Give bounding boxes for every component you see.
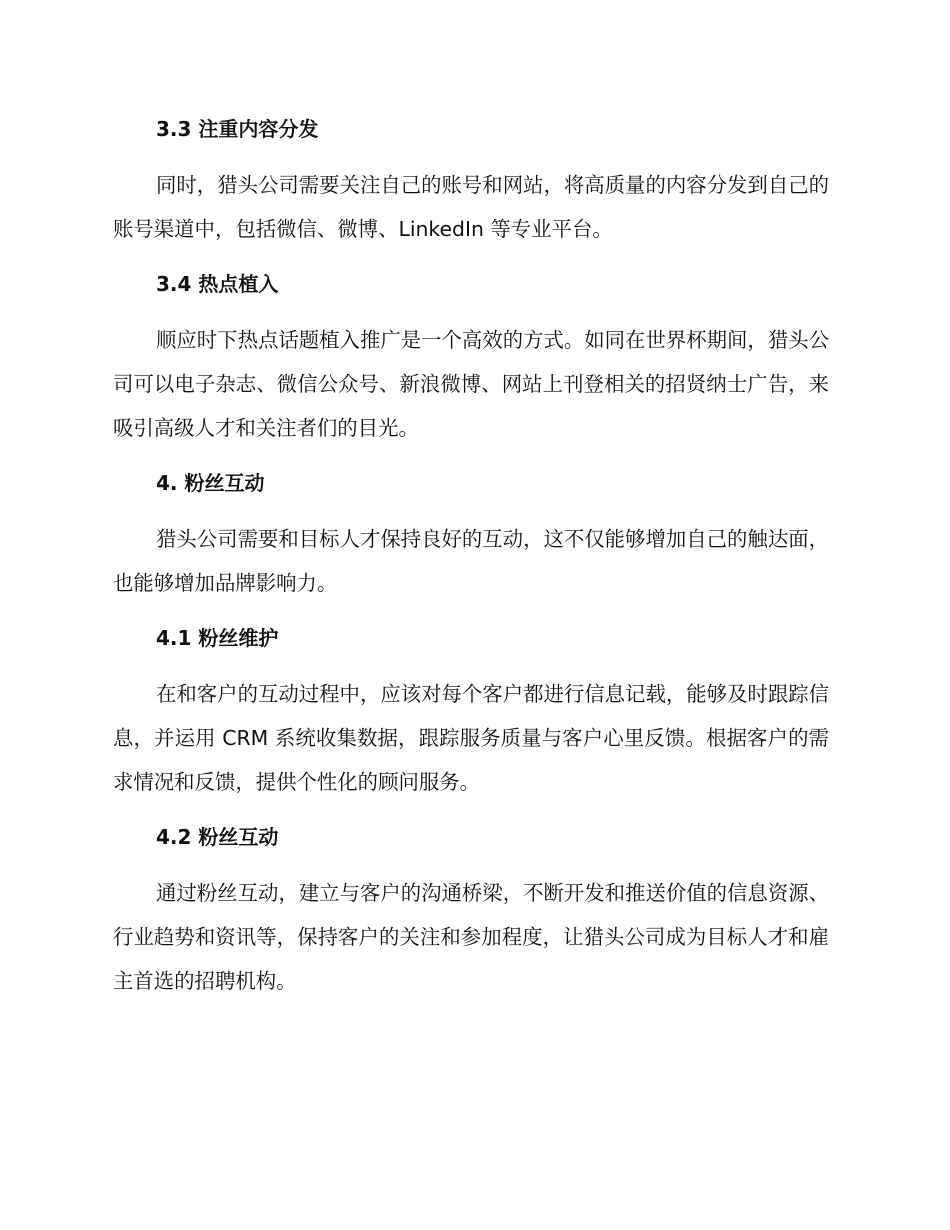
section-heading: 4.2 粉丝互动 xyxy=(156,825,279,849)
section-heading: 3.4 热点植入 xyxy=(156,272,279,296)
section-paragraph: 猎头公司需要和目标人才保持良好的互动，这不仅能够增加自己的触达面，也能够增加品牌影响力。 xyxy=(113,527,829,595)
section-heading: 4.1 粉丝维护 xyxy=(156,626,279,650)
document-content xyxy=(113,111,829,1003)
section-paragraph: 顺应时下热点话题植入推广是一个高效的方式。如同在世界杯期间，猎头公司可以电子杂志、微信公众号、新浪微博、网站上刊登相关的招贤纳士广告，来吸引高级人才和关注者们的目光。 xyxy=(113,328,829,440)
section-heading: 3.3 注重内容分发 xyxy=(156,117,319,141)
section-paragraph: 在和客户的互动过程中，应该对每个客户都进行信息记载，能够及时跟踪信息，并运用 CRM 系统收集数据，跟踪服务质量与客户心里反馈。根据客户的需求情况和反馈，提供个性化的顾问服务。 xyxy=(113,682,829,794)
section-paragraph: 通过粉丝互动，建立与客户的沟通桥梁，不断开发和推送价值的信息资源、行业趋势和资讯等，保持客户的关注和参加程度，让猎头公司成为目标人才和雇主首选的招聘机构。 xyxy=(113,881,829,993)
section-heading: 4. 粉丝互动 xyxy=(156,471,265,495)
section-paragraph: 同时，猎头公司需要关注自己的账号和网站，将高质量的内容分发到自己的账号渠道中，包括微信、微博、LinkedIn 等专业平台。 xyxy=(113,173,829,241)
